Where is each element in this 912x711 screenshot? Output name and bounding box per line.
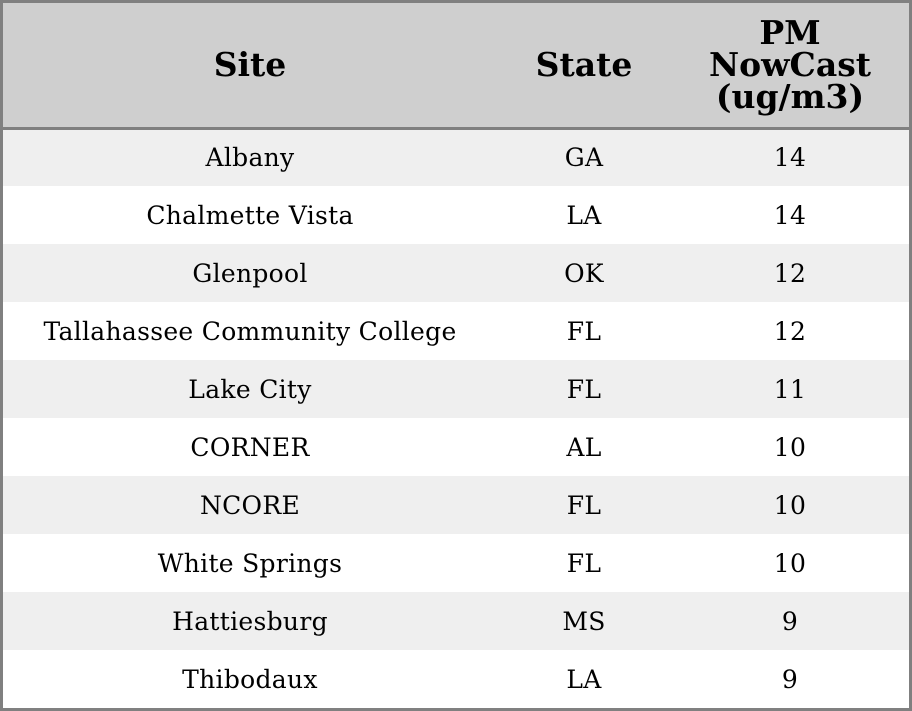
- cell-site: NCORE: [199, 490, 301, 520]
- cell-site: Glenpool: [192, 258, 308, 288]
- header-pm-line-3: (ug/m3): [715, 76, 865, 116]
- cell-site: CORNER: [190, 432, 310, 462]
- cell-site: Thibodaux: [182, 664, 318, 694]
- cell-pm: 9: [781, 606, 799, 636]
- header-state[interactable]: State: [497, 3, 671, 128]
- table-row: [3, 418, 909, 476]
- table-row: [3, 186, 909, 244]
- cell-pm: 14: [773, 200, 807, 230]
- cell-pm: 10: [773, 490, 807, 520]
- cell-state: LA: [566, 200, 602, 230]
- cell-state: GA: [564, 143, 604, 173]
- table-row: [3, 360, 909, 418]
- cell-pm: 9: [781, 664, 799, 694]
- header-pm-line-2: NowCast: [708, 44, 872, 84]
- cell-pm: 12: [773, 258, 807, 288]
- header-pm-nowcast[interactable]: [671, 3, 909, 128]
- pm-nowcast-table: [3, 3, 909, 708]
- table-header: [3, 3, 909, 128]
- cell-pm: 11: [773, 374, 807, 404]
- table-row: [3, 244, 909, 302]
- cell-pm: 12: [773, 316, 807, 346]
- cell-state: MS: [562, 606, 606, 636]
- table-row: [3, 476, 909, 534]
- table-row: [3, 592, 909, 650]
- header-pm-line-1: PM: [759, 12, 821, 52]
- cell-state: FL: [566, 374, 602, 404]
- cell-site: Albany: [205, 143, 295, 173]
- table-body: [3, 128, 909, 708]
- cell-pm: 10: [773, 432, 807, 462]
- table-row: [3, 302, 909, 360]
- cell-site: Tallahassee Community College: [43, 316, 457, 346]
- cell-pm: 14: [773, 143, 807, 173]
- header-row: [3, 3, 909, 128]
- cell-state: FL: [566, 490, 602, 520]
- cell-site: Hattiesburg: [172, 606, 328, 636]
- cell-site: White Springs: [157, 548, 343, 578]
- cell-state: LA: [566, 664, 602, 694]
- table-row: [3, 534, 909, 592]
- cell-site: Lake City: [188, 374, 312, 404]
- table-row: [3, 650, 909, 708]
- header-site[interactable]: Site: [3, 3, 497, 128]
- cell-pm: 10: [773, 548, 807, 578]
- table-row: [3, 128, 909, 186]
- cell-state: AL: [566, 432, 602, 462]
- cell-site: Chalmette Vista: [146, 200, 354, 230]
- cell-state: FL: [566, 548, 602, 578]
- cell-state: OK: [564, 258, 604, 288]
- cell-state: FL: [566, 316, 602, 346]
